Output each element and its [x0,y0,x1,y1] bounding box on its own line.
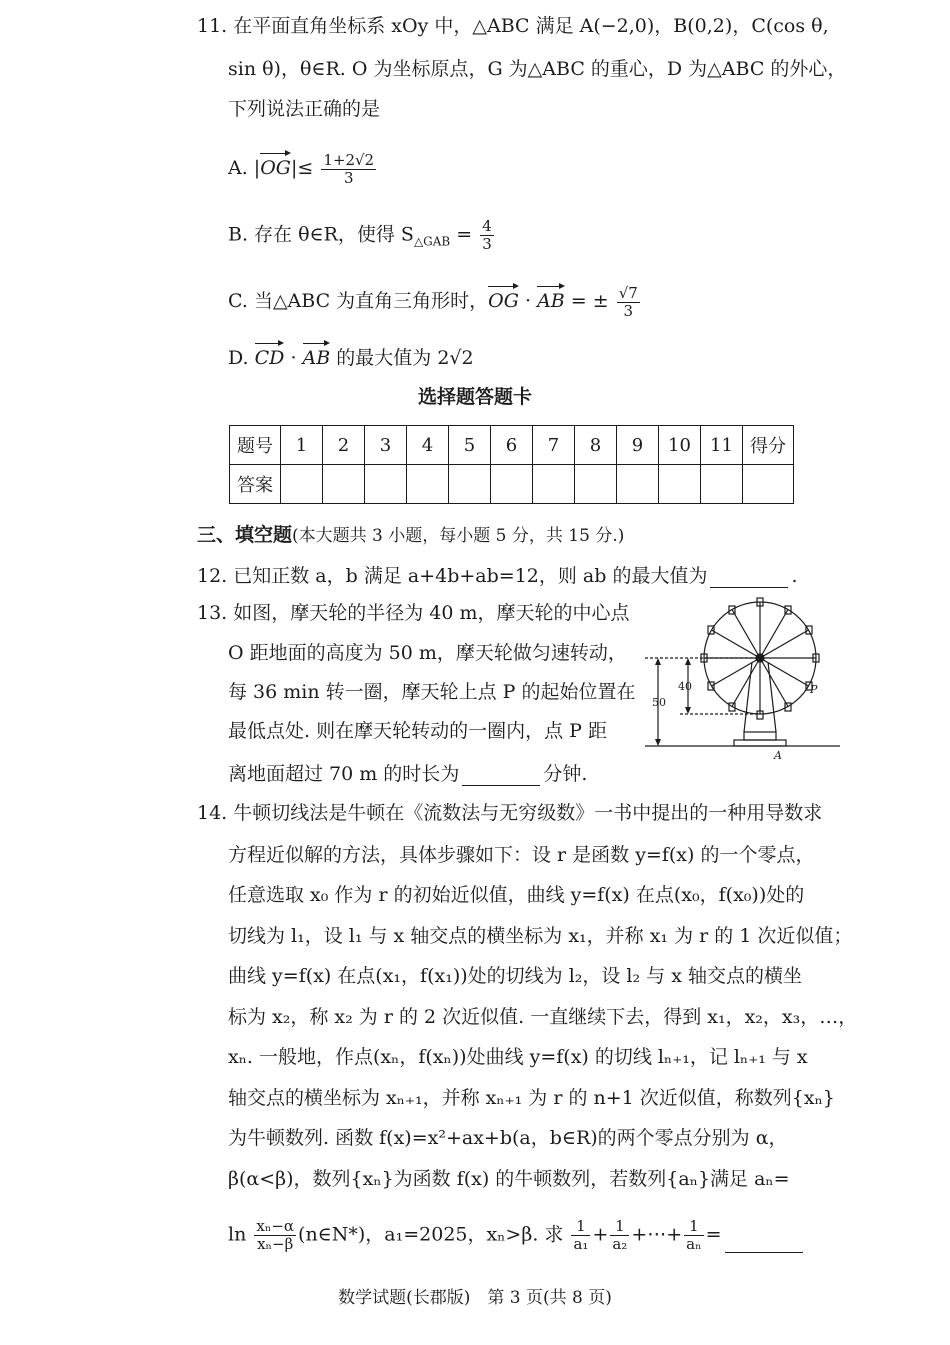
fraction: $\frac{1}{\text{a₂}}$ [612,1217,628,1253]
fraction: $\frac{√7}{3}$ [618,283,638,320]
vector-cd: CD [255,340,285,370]
q14-line2: 方程近似解的方法，具体步骤如下：设 r 是函数 y=f(x) 的一个零点， [228,844,815,866]
question-number-cell: 5 [449,426,491,465]
answer-card-table [229,425,794,504]
answer-blank[interactable] [462,767,540,786]
ferris-wheel-figure [640,590,845,765]
question-number-cell: 4 [407,426,449,465]
q11-line3: 下列说法正确的是 [228,98,381,120]
question-number-cell: 11 [701,426,743,465]
q14-line8: 轴交点的横坐标为 xₙ₊₁，并称 xₙ₊₁ 为 r 的 n+1 次近似值，称数列{xₙ} [228,1087,835,1109]
answer-cell[interactable] [407,465,449,504]
answer-cell[interactable] [281,465,323,504]
page-footer: 数学试题(长郡版) 第 3 页(共 8 页) [338,1288,612,1308]
fraction: $\frac{\text{xₙ−α}}{\text{xₙ−β}}$ [256,1217,295,1253]
answer-cell[interactable] [449,465,491,504]
q11-line2: sin θ)，θ∈R. O 为坐标原点，G 为△ABC 的重心，D 为△ABC 的外心， [228,58,847,80]
q11-option-a: A. |OG|≤ $\frac{1+2√2}{3}$ [228,150,375,187]
q14-line3: 任意选取 x₀ 作为 r 的初始近似值，曲线 y=f(x) 在点(x₀，f(x₀))处的 [228,884,805,906]
q12: 12. 已知正数 a，b 满足 a+4b+ab=12，则 ab 的最大值为 . [197,565,798,587]
section-3-header: 三、填空题(本大题共 3 小题，每小题 5 分，共 15 分.) [197,524,625,546]
answer-card-answer-label: 答案 [230,465,281,504]
q14-line5: 曲线 y=f(x) 在点(x₁，f(x₁))处的切线为 l₂，设 l₂ 与 x 轴交点的横坐 [228,965,802,987]
answer-card-number-label: 题号 [230,426,281,465]
q14-line4: 切线为 l₁，设 l₁ 与 x 轴交点的横坐标为 x₁，并称 x₁ 为 r 的 1 次近似值； [228,925,853,947]
q14-line6: 标为 x₂，称 x₂ 为 r 的 2 次近似值. 一直继续下去，得到 x₁，x₂，x₃，…， [228,1006,858,1028]
question-number-cell: 8 [575,426,617,465]
q13-line2: O 距地面的高度为 50 m，摩天轮做匀速转动， [228,642,627,664]
q14-line9: 为牛顿数列. 函数 f(x)=x²+ax+b(a，b∈R)的两个零点分别为 α， [228,1127,788,1149]
fraction: $\frac{1+2√2}{3}$ [323,150,375,187]
label-point-p: P [810,683,818,696]
answer-card-answer-row [230,465,794,504]
question-number-cell: 2 [323,426,365,465]
answer-card-number-row [230,426,794,465]
answer-cell[interactable] [617,465,659,504]
question-number-cell: 3 [365,426,407,465]
label-point-a: A [774,749,782,762]
answer-card-title: 选择题答题卡 [417,386,532,408]
fraction: $\frac{1}{\text{a₁}}$ [573,1217,589,1253]
vector-og: OG [260,150,291,180]
label-40: 40 [678,680,692,693]
score-cell[interactable] [743,465,794,504]
q14-line11: ln $\frac{\text{xₙ−α}}{\text{xₙ−β}}$ (n∈N*)，a₁=2025，xₙ>β. 求 $\frac{1}{\text{a₁}}$ + $\frac{1}{\text{a₂}}$ +⋯+ $\frac{1}{\text{aₙ}}$ = [228,1218,806,1253]
vector-ab: AB [537,283,565,313]
question-number-cell: 6 [491,426,533,465]
q11-option-c: C. 当△ABC 为直角三角形时，OG · AB = ± $\frac{√7}{3}$ [228,283,638,320]
question-number-cell: 9 [617,426,659,465]
answer-cell[interactable] [323,465,365,504]
q14-line10: β(α<β)，数列{xₙ}为函数 f(x) 的牛顿数列，若数列{aₙ}满足 aₙ= [228,1168,790,1190]
answer-cell[interactable] [575,465,617,504]
answer-cell[interactable] [701,465,743,504]
answer-cell[interactable] [659,465,701,504]
question-number-cell: 1 [281,426,323,465]
score-label: 得分 [743,426,794,465]
q14-line1: 14. 牛顿切线法是牛顿在《流数法与无穷级数》一书中提出的一种用导数求 [197,802,823,824]
answer-cell[interactable] [491,465,533,504]
fraction: $\frac{4}{3}$ [482,217,492,253]
q11-option-b: B. 存在 θ∈R，使得 $S_{\triangle GAB}$ = $\frac{4}{3}$ [228,217,492,253]
answer-blank[interactable] [725,1234,803,1253]
answer-cell[interactable] [365,465,407,504]
q14-line7: xₙ. 一般地，作点(xₙ，f(xₙ))处曲线 y=f(x) 的切线 lₙ₊₁，记 lₙ₊₁ 与 x [228,1046,808,1068]
answer-cell[interactable] [533,465,575,504]
vector-ab: AB [303,340,331,370]
q13-line1: 13. 如图，摩天轮的半径为 40 m，摩天轮的中心点 [197,602,630,624]
answer-blank[interactable] [710,569,788,588]
question-number-cell: 10 [659,426,701,465]
question-number-cell: 7 [533,426,575,465]
fraction: $\frac{1}{\text{aₙ}}$ [686,1217,702,1253]
q13-line5: 离地面超过 70 m 的时长为 分钟. [228,763,588,785]
q13-line4: 最低点处. 则在摩天轮转动的一圈内，点 P 距 [228,720,607,742]
vector-og: OG [488,283,519,313]
q11-line1: 11. 在平面直角坐标系 xOy 中，△ABC 满足 A(−2,0)，B(0,2)，C(cos θ, [197,15,829,37]
q13-line3: 每 36 min 转一圈，摩天轮上点 P 的起始位置在 [228,681,636,703]
q11-option-d: D. CD · AB 的最大值为 2√2 [228,340,474,370]
label-50: 50 [652,696,666,709]
